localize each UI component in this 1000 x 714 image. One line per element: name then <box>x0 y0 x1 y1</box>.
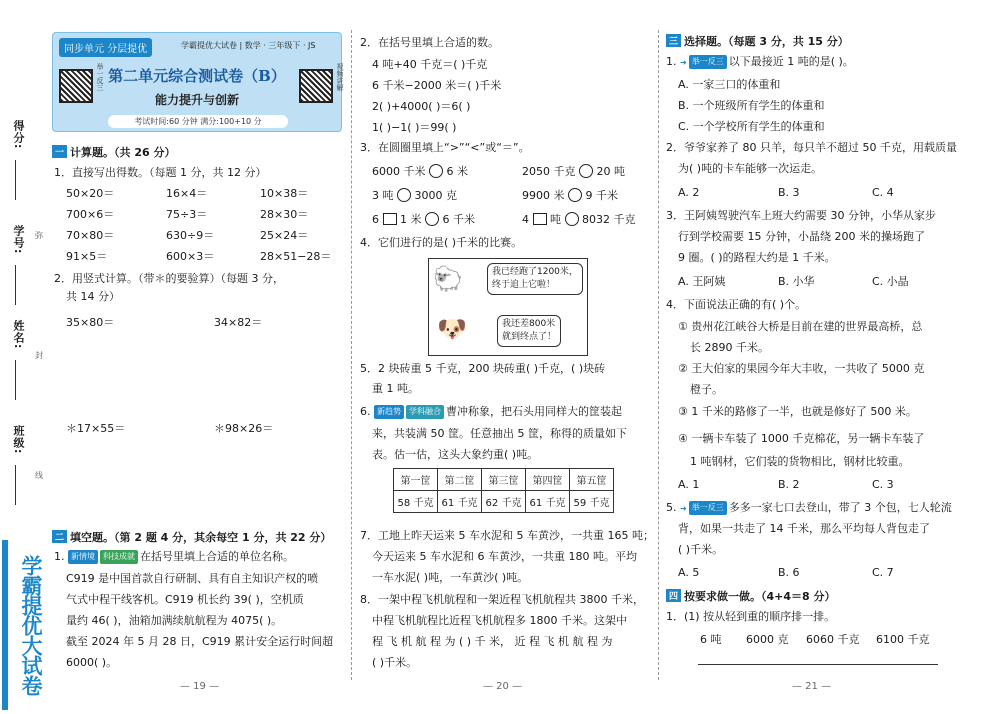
question-text: 背，如果一共走了 14 千米，那么平均每人背包走了 <box>678 522 930 535</box>
fill-item: 6 千米−2000 米＝( )千米 <box>372 79 502 92</box>
question-text: ( )千米。 <box>678 543 724 556</box>
context-tag: 新情境 <box>68 550 98 564</box>
page-21 <box>664 0 964 714</box>
question-text: 7．工地上昨天运来 5 车水泥和 5 车黄沙，一共重 165 吨； <box>360 529 654 542</box>
statement-item: 长 2890 千米。 <box>690 341 769 354</box>
qr-code-icon[interactable] <box>299 69 333 103</box>
page-number: — 20 — <box>483 681 523 692</box>
option-item[interactable]: A. 王阿姨 <box>678 275 726 288</box>
weight-item: 6 吨 <box>700 633 722 646</box>
column-divider <box>351 30 352 680</box>
question-body: 曹冲称象，把石头用同样大的筐装起 <box>446 405 622 418</box>
compare-left: 6 <box>372 213 379 226</box>
option-item[interactable]: C. 3 <box>872 478 894 491</box>
fill-item: 2( )+4000( )＝6( ) <box>372 100 471 113</box>
question-number: 6. <box>360 405 374 418</box>
seal-mark-3: 线 <box>35 471 43 480</box>
student-id-label: 学号: <box>12 225 25 255</box>
question-text: C919 是中国首款自行研制、具有自主知识产权的喷 <box>66 572 319 585</box>
page-20 <box>358 0 658 714</box>
question-text: 1．(1) 按从轻到重的顺序排一排。 <box>666 610 836 623</box>
compare-right: 6 千米 <box>442 213 475 226</box>
table-cell: 61 千克 <box>526 491 570 513</box>
weight-item: 6060 千克 <box>806 633 860 646</box>
section-number: 一 <box>52 145 67 158</box>
option-item[interactable]: B. 小华 <box>778 275 815 288</box>
compare-item <box>522 212 636 227</box>
section-number: 二 <box>52 530 67 543</box>
compare-item <box>372 164 468 179</box>
compare-circle[interactable] <box>429 164 443 178</box>
binding-margin <box>0 0 52 714</box>
speech-bubble <box>497 315 561 347</box>
calc-item: 28×30＝ <box>260 208 309 221</box>
option-item[interactable]: B. 一个班级所有学生的体重和 <box>678 99 825 112</box>
question-text <box>54 550 294 564</box>
question-text: 5．2 块砖重 5 千克，200 块砖重( )千克，( )块砖 <box>360 362 606 375</box>
section-heading <box>666 588 836 604</box>
calc-item: 91×5＝ <box>66 250 108 263</box>
section-number: 三 <box>666 34 681 47</box>
class-label: 班级: <box>12 425 25 455</box>
option-item[interactable]: B. 2 <box>778 478 800 491</box>
dog-icon: 🐶 <box>437 315 467 343</box>
option-item[interactable]: C. 一个学校所有学生的体重和 <box>678 120 825 133</box>
calc-item: 28×51−28＝ <box>260 250 332 263</box>
question-body: 多多一家七口去登山，带了 3 个包，七人轮流 <box>728 501 952 514</box>
compare-left: 4 <box>522 213 529 226</box>
compare-item <box>372 212 475 227</box>
qr-caption-2: 视频讲解 <box>336 63 344 91</box>
topic-tag: 科技成就 <box>100 550 138 564</box>
option-item[interactable]: A. 1 <box>678 478 700 491</box>
question-text: 3．在圆圈里填上“>”“<”或“＝”。 <box>360 141 530 154</box>
compare-item <box>372 188 457 203</box>
question-number: 1. <box>54 550 68 563</box>
name-line <box>15 360 16 400</box>
qr-code-icon[interactable] <box>59 69 93 103</box>
answer-line[interactable] <box>698 664 938 665</box>
question-text: 共 14 分） <box>66 290 120 303</box>
compare-circle[interactable] <box>568 188 582 202</box>
question-text: 2．爷爷家养了 80 只羊，每只羊不超过 50 千克，用载质量 <box>666 141 957 154</box>
table-cell: 59 千克 <box>570 491 614 513</box>
student-id-line <box>15 265 16 305</box>
option-item[interactable]: A. 一家三口的体重和 <box>678 78 781 91</box>
option-item[interactable]: C. 7 <box>872 566 894 579</box>
compare-right: 8032 千克 <box>582 213 636 226</box>
question-text: 8．一架中程飞机航程和一架近程飞机航程共 3800 千米， <box>360 593 644 606</box>
table-header: 第五筐 <box>570 469 614 491</box>
vertical-calc-item: 35×80＝ <box>66 316 115 329</box>
question-text: 9 圈。( )的路程大约是 1 千米。 <box>678 251 836 264</box>
compare-right: 9 千米 <box>585 189 618 202</box>
compare-right: 20 吨 <box>596 165 625 178</box>
question-text: 今天运来 5 车水泥和 6 车黄沙，一共重 180 吨。平均 <box>372 550 637 563</box>
seal-mark-2: 封 <box>35 351 43 360</box>
table-header-row <box>394 469 614 491</box>
statement-item: ① 贵州花江峡谷大桥是目前在建的世界最高桥，总 <box>678 320 923 333</box>
calc-item: 630÷9＝ <box>166 229 215 242</box>
practice-tag: 举一反三 <box>689 55 727 69</box>
statement-item: 1 吨钢材，它们装的货物相比，钢材比较重。 <box>690 455 910 468</box>
compare-item <box>522 188 618 203</box>
blank-box[interactable] <box>383 213 397 225</box>
race-illustration <box>428 258 588 356</box>
calc-item: 10×38＝ <box>260 187 309 200</box>
question-text: 来，共装满 50 筐。任意抽出 5 筐，称得的质量如下 <box>372 427 627 440</box>
vertical-calc-item: ＊17×55＝ <box>66 422 126 435</box>
section-label: 选择题。（每题 3 分，共 15 分） <box>684 35 849 48</box>
table-header: 第三筐 <box>482 469 526 491</box>
compare-right: 3000 克 <box>414 189 457 202</box>
exam-time-info: 考试时间:60 分钟 满分:100+10 分 <box>108 115 288 128</box>
option-item[interactable]: C. 小晶 <box>872 275 909 288</box>
compare-left-unit: 1 米 <box>400 213 422 226</box>
fill-item: 4 吨+40 千克＝( )千克 <box>372 58 488 71</box>
compare-right: 6 米 <box>446 165 468 178</box>
page-number: — 21 — <box>792 681 832 692</box>
compare-left: 9900 米 <box>522 189 565 202</box>
compare-circle[interactable] <box>579 164 593 178</box>
bubble-text: 我还差800米 <box>502 319 556 329</box>
question-text: 4．它们进行的是( )千米的比赛。 <box>360 236 523 249</box>
class-line <box>15 465 16 505</box>
option-item[interactable]: C. 4 <box>872 186 894 199</box>
option-item[interactable]: B. 6 <box>778 566 800 579</box>
calc-item: 75÷3＝ <box>166 208 208 221</box>
page-number: — 19 — <box>180 681 220 692</box>
calc-item: 50×20＝ <box>66 187 115 200</box>
weight-item: 6100 千克 <box>876 633 930 646</box>
series-label: 学霸提优大试卷 | 数学 · 三年级下 · JS <box>181 41 316 50</box>
statement-item: ③ 1 千米的路修了一半，也就是修好了 500 米。 <box>678 405 917 418</box>
calc-item: 16×4＝ <box>166 187 208 200</box>
statement-item: ② 王大伯家的果园今年大丰收，一共收了 5000 克 <box>678 362 925 375</box>
calc-item: 70×80＝ <box>66 229 115 242</box>
question-text: 2．用竖式计算。（带＊的要验算）（每题 3 分， <box>54 272 284 285</box>
question-body: 以下最接近 1 吨的是( )。 <box>728 55 854 68</box>
compare-left-unit: 吨 <box>550 213 561 226</box>
practice-tag: 举一反三 <box>689 501 727 515</box>
topic-tag: 学科融合 <box>406 405 444 419</box>
question-text: 表。估一估，这头大象约重( )吨。 <box>372 448 539 461</box>
question-text: ( )千米。 <box>372 656 418 669</box>
table-cell: 62 千克 <box>482 491 526 513</box>
table-cell: 58 千克 <box>394 491 438 513</box>
question-text: 6000( )。 <box>66 656 118 669</box>
fill-item: 1( )−1( )＝99( ) <box>372 121 457 134</box>
question-text: 程 飞 机 航 程 为 ( ) 千 米， 近 程 飞 机 航 程 为 <box>372 635 613 648</box>
question-text <box>360 405 622 419</box>
score-line <box>15 160 16 200</box>
section-heading <box>52 529 331 545</box>
table-header: 第二筐 <box>438 469 482 491</box>
page-title: 第二单元综合测试卷（B） <box>108 67 286 85</box>
question-text: 为( )吨的卡车能够一次运走。 <box>678 162 823 175</box>
header-banner <box>52 32 342 132</box>
statement-item: 橙子。 <box>690 383 723 396</box>
question-text: 行到学校需要 15 分钟，小晶绕 200 米的操场跑了 <box>678 230 925 243</box>
section-label: 计算题。（共 26 分） <box>70 146 176 159</box>
seal-mark-1: 弥 <box>35 231 43 240</box>
table-cell: 61 千克 <box>438 491 482 513</box>
arrow-icon: ➜ <box>680 58 687 67</box>
question-text: 气式中程干线客机。C919 机长约 39( )，空机质 <box>66 593 304 606</box>
compare-item <box>522 164 625 179</box>
section-label: 按要求做一做。（4+4＝8 分） <box>684 590 836 603</box>
section-heading <box>52 144 175 160</box>
arrow-icon: ➜ <box>680 504 687 513</box>
calc-item: 600×3＝ <box>166 250 215 263</box>
qr-caption-1: 举一反三 <box>96 63 104 91</box>
table-header: 第一筐 <box>394 469 438 491</box>
section-number: 四 <box>666 589 681 602</box>
question-text: 重 1 吨。 <box>372 382 419 395</box>
compare-circle[interactable] <box>425 212 439 226</box>
question-text <box>666 501 952 516</box>
question-text: 2．在括号里填上合适的数。 <box>360 36 499 49</box>
option-item[interactable]: A. 5 <box>678 566 700 579</box>
section-heading <box>666 33 849 49</box>
bubble-text: 就到终点了！ <box>502 332 557 342</box>
option-item[interactable]: B. 3 <box>778 186 800 199</box>
sheep-icon: 🐑 <box>433 265 463 293</box>
speech-bubble <box>487 263 583 295</box>
option-item[interactable]: A. 2 <box>678 186 700 199</box>
question-text: 中程飞机航程比近程飞机航程多 1800 千米。这架中 <box>372 614 627 627</box>
name-label: 姓名: <box>12 320 25 350</box>
question-text: 1．直接写出得数。（每题 1 分，共 12 分） <box>54 166 267 179</box>
question-body: 在括号里填上合适的单位名称。 <box>140 550 294 563</box>
question-text: 量约 46( )，油箱加满续航航程为 4075( )。 <box>66 614 283 627</box>
question-text: 截至 2024 年 5 月 28 日，C919 累计安全运行时间超 <box>66 635 334 648</box>
question-text <box>666 55 854 70</box>
bubble-text: 我已经跑了1200米， <box>492 267 578 277</box>
brand-logo: 学霸提优大试卷 <box>2 540 46 710</box>
compare-circle[interactable] <box>565 212 579 226</box>
column-divider <box>658 30 659 680</box>
page-subtitle: 能力提升与创新 <box>154 93 239 107</box>
question-text: 3．王阿姨驾驶汽车上班大约需要 30 分钟，小华从家步 <box>666 209 936 222</box>
section-label: 填空题。（第 2 题 4 分，其余每空 1 分，共 22 分） <box>70 531 332 544</box>
question-number: 5. <box>666 501 680 514</box>
compare-circle[interactable] <box>397 188 411 202</box>
score-label: 得分: <box>12 120 25 150</box>
table-row <box>394 491 614 513</box>
compare-left: 6000 千米 <box>372 165 426 178</box>
bubble-text: 终于追上它啦！ <box>492 280 556 290</box>
table-header: 第四筐 <box>526 469 570 491</box>
vertical-calc-item: ＊98×26＝ <box>214 422 274 435</box>
calc-item: 25×24＝ <box>260 229 309 242</box>
weight-item: 6000 克 <box>746 633 789 646</box>
compare-left: 2050 千克 <box>522 165 576 178</box>
page-19 <box>52 0 342 714</box>
blank-box[interactable] <box>533 213 547 225</box>
unit-tag: 同步单元 分层提优 <box>59 38 152 57</box>
calc-item: 700×6＝ <box>66 208 115 221</box>
question-text: 4．下面说法正确的有( )个。 <box>666 298 807 311</box>
trend-tag: 新趋势 <box>374 405 404 419</box>
statement-item: ④ 一辆卡车装了 1000 千克棉花，另一辆卡车装了 <box>678 432 925 445</box>
question-number: 1. <box>666 55 680 68</box>
question-text: 一车水泥( )吨，一车黄沙( )吨。 <box>372 571 529 584</box>
compare-left: 3 吨 <box>372 189 394 202</box>
vertical-calc-item: 34×82＝ <box>214 316 263 329</box>
weight-table <box>393 468 614 513</box>
